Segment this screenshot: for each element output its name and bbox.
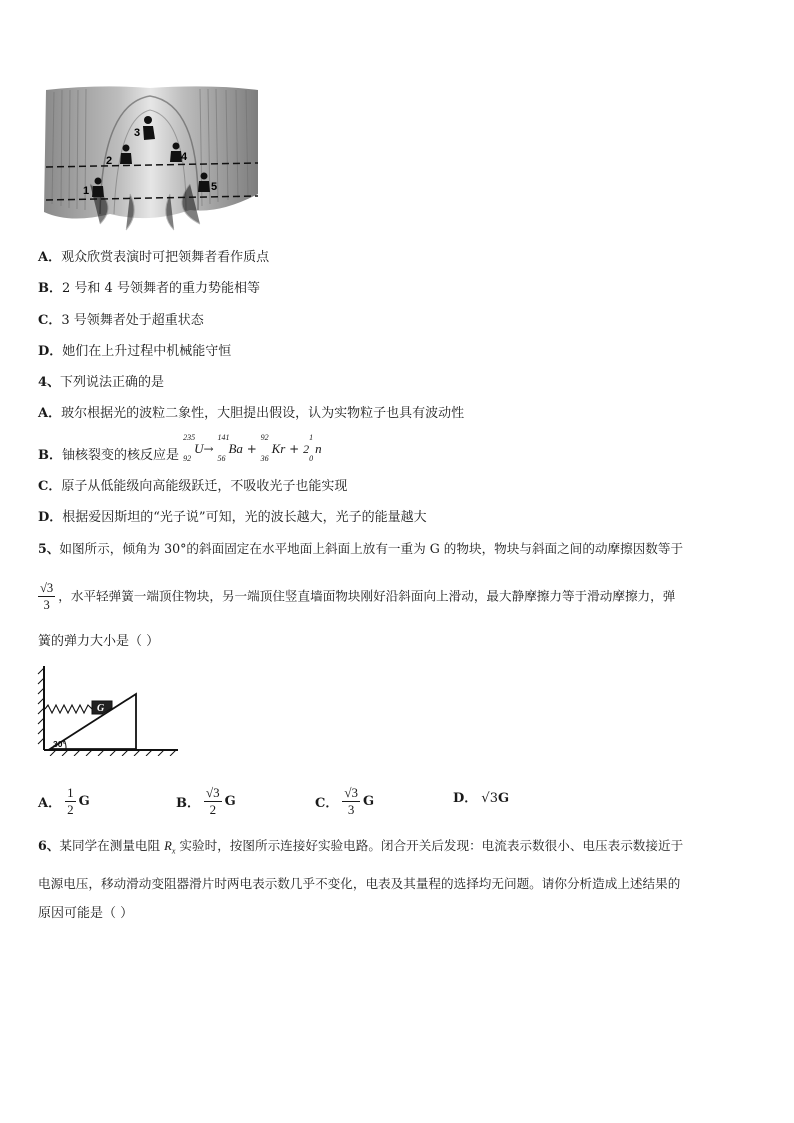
q4-option-c [38, 479, 347, 495]
option-letter: D． [453, 791, 478, 806]
choice-unit: G [497, 791, 510, 806]
q5-stem-line1 [38, 541, 683, 557]
q6-stem-line1 [38, 838, 683, 860]
option-letter: D． [38, 344, 63, 359]
dancer-label-4: 4 [181, 151, 188, 163]
q5-stem-line2 [38, 580, 675, 613]
plus-sign: + [289, 442, 300, 456]
block-label: G [97, 703, 105, 714]
q3-option-d [38, 344, 231, 360]
q5-choice-c [315, 785, 374, 818]
question-text: 如图所示，倾角为 30°的斜面固定在水平地面上斜面上放有一重为 G 的物块，物块与斜面之间的动摩擦因数等于 [59, 541, 684, 556]
question-text: 实验时，按图所示连接好实验电路。闭合开关后发现：电流表示数很小、电压表示数接近于 [179, 838, 684, 853]
angle-label: 30° [53, 739, 66, 749]
question-number: 4、 [38, 375, 61, 390]
option-text: 原子从低能级向高能级跃迁，不吸收光子也能实现 [61, 479, 348, 494]
choice-unit: G [224, 794, 236, 809]
option-letter: A． [38, 796, 62, 811]
q5-choice-d [453, 787, 509, 806]
choice-unit: G [363, 794, 375, 809]
question-text: 电源电压，移动滑动变阻器滑片时两电表示数几乎不变化，电表及其量程的选择均无问题。请你分析造成上述结果的 [38, 876, 681, 891]
question-number: 5、 [38, 541, 60, 556]
nuclide-neutron: 1 0 n [309, 433, 322, 463]
option-letter: A． [38, 250, 62, 265]
question-text: 簧的弹力大小是（ ） [38, 634, 160, 649]
q5-choice-b [176, 785, 236, 818]
dancers-photo [40, 84, 262, 234]
question-text: ，水平轻弹簧一端顶住物块，另一端顶住竖直墙面物块刚好沿斜面向上滑动，最大静摩擦力等于滑动摩擦力，弹 [58, 588, 676, 604]
resistance-symbol: $R_x$ [164, 839, 176, 856]
q6-stem-line2 [38, 876, 680, 892]
dancer-label-5: 5 [211, 181, 218, 193]
incline-figure [36, 662, 182, 756]
q3-option-b [38, 281, 260, 297]
dancer-label-3: 3 [134, 127, 141, 139]
question-number: 6、 [38, 838, 60, 853]
option-letter: C． [315, 796, 339, 811]
mu-fraction: $\frac{√3}{3}$ [40, 581, 54, 612]
dancer-label-1: 1 [83, 185, 90, 197]
choice-fraction: $\frac{√3}{3}$ [344, 785, 358, 817]
question-text: 原因可能是（ ） [38, 906, 134, 921]
option-text: 玻尔根据光的波粒二象性，大胆提出假设，认为实物粒子也具有波动性 [61, 406, 465, 421]
choice-fraction: $\frac{1}{2}$ [67, 785, 74, 817]
option-letter: B． [176, 796, 200, 811]
option-letter: D． [38, 510, 63, 525]
plus-sign: + [246, 442, 257, 456]
nuclide-kr92: 92 36 Kr [260, 433, 286, 463]
choice-value: √3 [481, 791, 498, 806]
q5-stem-line3 [38, 634, 159, 650]
nuclear-reaction-equation [183, 433, 322, 463]
nuclide-u235: 235 92 U [183, 433, 204, 463]
q3-option-a [38, 250, 269, 266]
option-text: 铀核裂变的核反应是 [62, 448, 180, 463]
option-letter: C． [38, 313, 62, 328]
q5-choice-a [38, 785, 90, 818]
option-letter: B． [38, 448, 62, 463]
option-text: 根据爱因斯坦的“光子说”可知，光的波长越大，光子的能量越大 [62, 510, 427, 525]
q4-option-d [38, 510, 427, 526]
option-letter: A． [38, 406, 62, 421]
q4-option-a [38, 406, 464, 422]
choice-fraction: $\frac{√3}{2}$ [206, 785, 220, 817]
choice-unit: G [78, 794, 90, 809]
coefficient: 2 [303, 442, 310, 456]
q4-stem [38, 375, 164, 391]
question-text: 某同学在测量电阻 [59, 838, 161, 853]
nuclide-ba141: 141 56 Ba [217, 433, 243, 463]
option-letter: C． [38, 479, 62, 494]
option-text: 2 号和 4 号领舞者的重力势能相等 [62, 281, 260, 296]
dancer-label-2: 2 [106, 155, 113, 167]
option-text: 3 号领舞者处于超重状态 [61, 313, 204, 328]
option-text: 观众欣赏表演时可把领舞者看作质点 [61, 250, 270, 265]
option-letter: B． [38, 281, 62, 296]
q4-option-b [38, 433, 322, 464]
q6-stem-line3 [38, 906, 133, 922]
q3-option-c [38, 313, 204, 329]
reaction-arrow: → [203, 442, 214, 456]
option-text: 她们在上升过程中机械能守恒 [62, 344, 232, 359]
question-text: 下列说法正确的是 [60, 375, 165, 390]
